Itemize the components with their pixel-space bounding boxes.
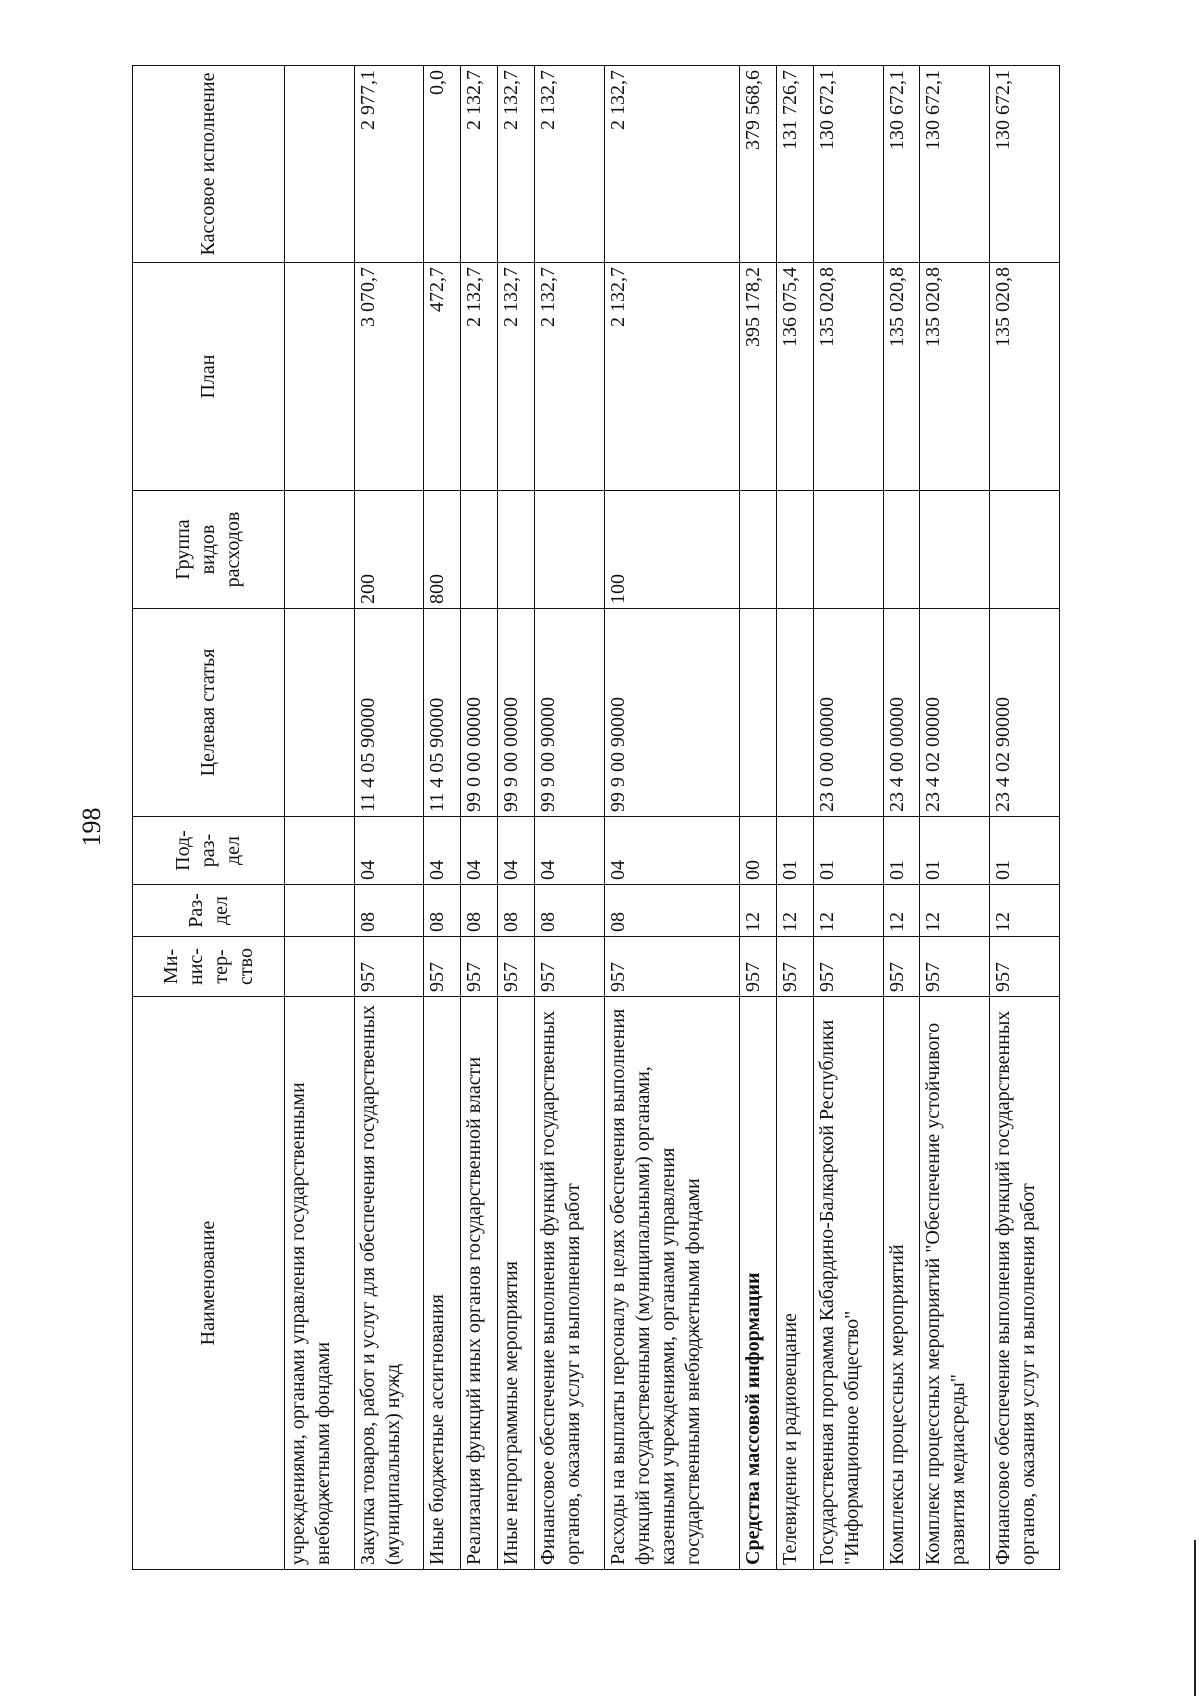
cell-group: 200 [354,491,424,609]
cell-section: 12 [813,885,883,937]
cell-group [461,491,498,609]
cell-group [990,491,1060,609]
header-name: Наименование [133,997,285,1570]
cell-plan: 472,7 [424,263,461,491]
cell-execution: 2 132,7 [534,66,604,263]
cell-section: 08 [354,885,424,937]
table-row [604,66,740,1570]
cell-target [777,609,814,817]
cell-target: 11 4 05 90000 [354,609,424,817]
cell-execution: 131 726,7 [777,66,814,263]
cell-section: 12 [740,885,777,937]
cell-subsection: 01 [883,817,920,885]
cell-subsection: 01 [920,817,990,885]
table-row [424,66,461,1570]
cell-ministry: 957 [534,937,604,997]
page-number: 198 [77,807,106,847]
cell-section: 12 [883,885,920,937]
cell-section: 12 [777,885,814,937]
cell-execution: 130 672,1 [920,66,990,263]
cell-subsection: 01 [777,817,814,885]
cell-group [285,491,355,609]
cell-ministry [285,937,355,997]
cell-plan: 3 070,7 [354,263,424,491]
cell-plan [285,263,355,491]
cell-group [883,491,920,609]
cell-target: 23 4 02 00000 [920,609,990,817]
cell-name: Комплекс процессных мероприятий "Обеспечение устойчивого развития медиасреды" [920,997,990,1570]
cell-ministry: 957 [461,937,498,997]
scan-edge-line [1194,1540,1196,1696]
cell-name: Иные бюджетные ассигнования [424,997,461,1570]
cell-ministry: 957 [990,937,1060,997]
cell-plan: 135 020,8 [813,263,883,491]
table-header-row [133,66,285,1570]
table-body [285,66,1060,1570]
cell-execution: 379 568,6 [740,66,777,263]
cell-group [534,491,604,609]
cell-execution: 130 672,1 [990,66,1060,263]
cell-subsection: 04 [424,817,461,885]
cell-execution: 0,0 [424,66,461,263]
cell-target: 99 9 00 00000 [498,609,535,817]
cell-ministry: 957 [604,937,740,997]
table-row [534,66,604,1570]
cell-section: 08 [604,885,740,937]
cell-subsection: 04 [461,817,498,885]
header-plan: План [133,263,285,491]
cell-name: Реализация функций иных органов государственной власти [461,997,498,1570]
cell-execution: 2 132,7 [498,66,535,263]
cell-target [285,609,355,817]
cell-subsection: 00 [740,817,777,885]
cell-group [920,491,990,609]
table-row [461,66,498,1570]
cell-name: Иные непрограммные мероприятия [498,997,535,1570]
table-row [813,66,883,1570]
table-row [920,66,990,1570]
cell-ministry: 957 [498,937,535,997]
cell-plan: 2 132,7 [534,263,604,491]
cell-section [285,885,355,937]
cell-plan: 2 132,7 [498,263,535,491]
cell-name: Расходы на выплаты персоналу в целях обеспечения выполнения функций государственными (муниципальными) органами, казенными учреждениями, органами управления государственными внебюджетными фондами [604,997,740,1570]
cell-plan: 135 020,8 [990,263,1060,491]
cell-target: 99 9 00 90000 [534,609,604,817]
table-row [498,66,535,1570]
cell-subsection [285,817,355,885]
cell-subsection: 04 [534,817,604,885]
cell-ministry: 957 [740,937,777,997]
cell-section: 08 [424,885,461,937]
cell-section: 08 [534,885,604,937]
cell-plan: 135 020,8 [883,263,920,491]
header-ministry: Ми-нис-тер-ство [133,937,285,997]
cell-ministry: 957 [813,937,883,997]
cell-group [498,491,535,609]
cell-section: 08 [498,885,535,937]
cell-name: Средства массовой информации [740,997,777,1570]
header-section: Раз-дел [133,885,285,937]
cell-subsection: 01 [990,817,1060,885]
cell-target [740,609,777,817]
cell-subsection: 04 [498,817,535,885]
cell-group [813,491,883,609]
table-row [777,66,814,1570]
cell-section: 12 [920,885,990,937]
cell-execution [285,66,355,263]
header-target: Целевая статья [133,609,285,817]
cell-target: 11 4 05 90000 [424,609,461,817]
cell-execution: 130 672,1 [813,66,883,263]
table-row [285,66,355,1570]
table-row [740,66,777,1570]
cell-name: Комплексы процессных мероприятий [883,997,920,1570]
cell-ministry: 957 [354,937,424,997]
cell-ministry: 957 [777,937,814,997]
cell-plan: 2 132,7 [461,263,498,491]
rotated-page-content [132,66,1060,1570]
cell-execution: 130 672,1 [883,66,920,263]
cell-name: учреждениями, органами управления государственными внебюджетными фондами [285,997,355,1570]
cell-ministry: 957 [883,937,920,997]
header-subsection: Под-раз-дел [133,817,285,885]
cell-plan: 136 075,4 [777,263,814,491]
cell-section: 08 [461,885,498,937]
cell-target: 23 4 02 90000 [990,609,1060,817]
cell-subsection: 01 [813,817,883,885]
cell-group [777,491,814,609]
cell-target: 23 0 00 00000 [813,609,883,817]
cell-name: Финансовое обеспечение выполнения функций государственных органов, оказания услуг и выполнения работ [990,997,1060,1570]
table-row [883,66,920,1570]
cell-name: Финансовое обеспечение выполнения функций государственных органов, оказания услуг и выполнения работ [534,997,604,1570]
header-execution: Кассовое исполнение [133,66,285,263]
cell-group: 100 [604,491,740,609]
cell-execution: 2 977,1 [354,66,424,263]
cell-execution: 2 132,7 [461,66,498,263]
cell-plan: 395 178,2 [740,263,777,491]
table-row [990,66,1060,1570]
cell-ministry: 957 [920,937,990,997]
cell-group [740,491,777,609]
budget-table [132,65,1060,1570]
cell-ministry: 957 [424,937,461,997]
cell-target: 99 0 00 00000 [461,609,498,817]
cell-target: 99 9 00 90000 [604,609,740,817]
cell-section: 12 [990,885,1060,937]
cell-execution: 2 132,7 [604,66,740,263]
cell-subsection: 04 [604,817,740,885]
cell-name: Закупка товаров, работ и услуг для обеспечения государственных (муниципальных) нужд [354,997,424,1570]
header-group: Группа видов расходов [133,491,285,609]
table-row [354,66,424,1570]
cell-group: 800 [424,491,461,609]
cell-subsection: 04 [354,817,424,885]
cell-name: Государственная программа Кабардино-Балкарской Республики "Информационное общество" [813,997,883,1570]
cell-target: 23 4 00 00000 [883,609,920,817]
cell-plan: 2 132,7 [604,263,740,491]
cell-name: Телевидение и радиовещание [777,997,814,1570]
cell-plan: 135 020,8 [920,263,990,491]
